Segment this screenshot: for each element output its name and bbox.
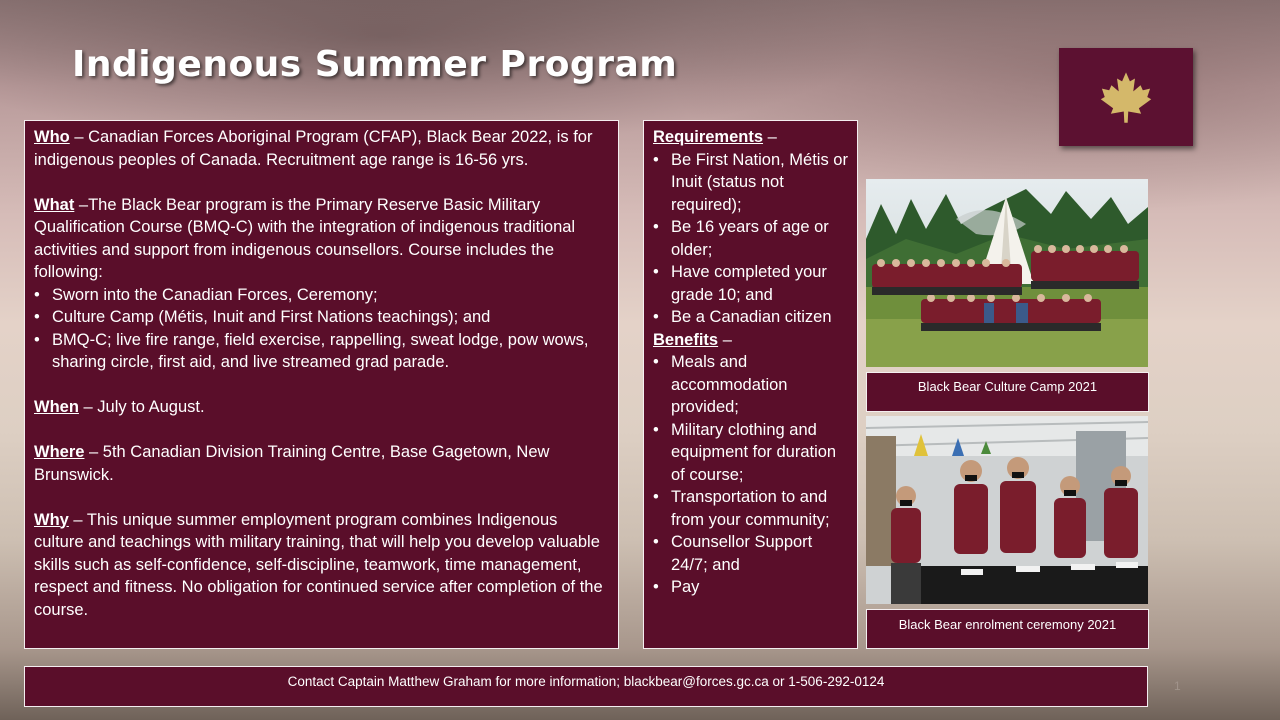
list-item: • Military clothing and equipment for duration of course;: [653, 419, 848, 487]
where-text: – 5th Canadian Division Training Centre, Base Gagetown, New Brunswick.: [34, 443, 550, 484]
maple-leaf-flag: [1059, 48, 1193, 146]
list-item: • Meals and accommodation provided;: [653, 351, 848, 419]
why-text: – This unique summer employment program combines Indigenous culture and teachings with military training, that will help you develop valuable skills such as self-confidence, self-discipline, teamwork, time management, respect and fitness. No obligation for continued service after completion of the course.: [34, 510, 603, 619]
when-heading: When: [34, 398, 79, 416]
benefits-section: [653, 329, 848, 599]
requirements-list: [653, 149, 848, 329]
enrolment-ceremony-photo: [866, 416, 1148, 604]
why-heading: Why: [34, 510, 69, 529]
requirements-benefits-panel: [643, 120, 858, 649]
what-section: [34, 194, 609, 374]
maple-leaf-icon: [1098, 69, 1154, 125]
contact-text: Contact Captain Matthew Graham for more information; blackbear@forces.gc.ca or 1-506-292-0124: [287, 674, 885, 689]
benefits-heading: Benefits: [653, 330, 719, 349]
culture-camp-caption: Black Bear Culture Camp 2021: [866, 372, 1149, 412]
what-heading: What: [34, 195, 75, 214]
list-item: • Transportation to and from your community;: [653, 486, 848, 531]
who-section: [34, 126, 609, 171]
page-number: 1: [1174, 679, 1181, 693]
who-text: – Canadian Forces Aboriginal Program (CFAP), Black Bear 2022, is for indigenous peoples of Canada. Recruitment age range is 16-56 yrs.: [34, 128, 593, 169]
requirements-dash: –: [763, 128, 777, 146]
what-list: [34, 284, 609, 374]
enrolment-ceremony-caption: Black Bear enrolment ceremony 2021: [866, 609, 1149, 649]
where-section: [34, 441, 609, 486]
culture-camp-photo: [866, 179, 1148, 367]
list-item: • Pay: [653, 576, 848, 599]
who-heading: Who: [34, 128, 70, 146]
requirements-section: [653, 126, 848, 329]
list-item: • Counsellor Support 24/7; and: [653, 531, 848, 576]
requirements-heading: Requirements: [653, 128, 764, 146]
slide-title: Indigenous Summer Program: [72, 44, 678, 85]
why-section: [34, 509, 609, 622]
benefits-dash: –: [718, 330, 732, 349]
list-item: • Culture Camp (Métis, Inuit and First Nations teachings); and: [34, 306, 609, 329]
list-item: • Be a Canadian citizen: [653, 306, 848, 329]
when-text: – July to August.: [78, 398, 205, 416]
contact-bar: [24, 666, 1148, 707]
what-text: –The Black Bear program is the Primary Reserve Basic Military Qualification Course (BMQ-C) with the integration of indigenous traditional activities and support from indigenous counsellors. Course includes the following:: [34, 195, 576, 281]
list-item: • Be 16 years of age or older;: [653, 216, 848, 261]
list-item: • Sworn into the Canadian Forces, Ceremony;: [34, 284, 609, 307]
list-item: • Have completed your grade 10; and: [653, 261, 848, 306]
list-item: • Be First Nation, Métis or Inuit (status not required);: [653, 149, 848, 217]
where-heading: Where: [34, 443, 85, 461]
benefits-list: [653, 351, 848, 599]
list-item: • BMQ-C; live fire range, field exercise, rappelling, sweat lodge, pow wows, sharing circle, first aid, and live streamed grad parade.: [34, 329, 609, 374]
program-details-panel: [24, 120, 619, 649]
when-section: [34, 396, 609, 419]
